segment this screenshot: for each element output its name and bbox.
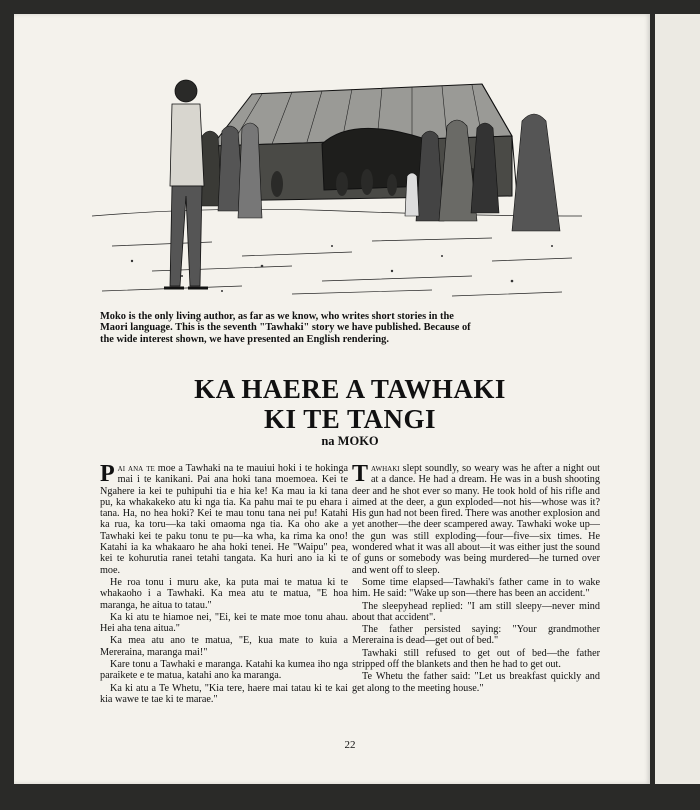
page-number: 22 xyxy=(344,739,356,751)
paragraph: Te Whetu the father said: "Let us breakfast quickly and get along to the meeting house." xyxy=(352,671,600,694)
paragraph: Ka ki atu a Te Whetu, "Kia tere, haere mai tatau ki te kai kia wawe te tae ki te marae." xyxy=(100,682,348,705)
paragraph: The sleepyhead replied: "I am still sleepy—never mind about that accident". xyxy=(352,600,600,623)
drop-cap: T xyxy=(352,461,369,487)
paragraph: Ka ki atu te hiamoe nei, "Ei, kei te mate moe tonu ahau. Hei aha tena aitua." xyxy=(100,611,348,635)
paragraph: The father persisted saying: "Your grandmother Mereraina is dead—get out of bed." xyxy=(352,624,600,647)
paragraph-text: slept soundly, so weary was he after a night out at a dance. He had a dream. He was in a bush shooting deer and he shot ever so many. He took hold of his rifle and aimed at the deer, a gun exploded—not his—whose was it? His gun had not been fired. There was another explosion and yet another—the deer scampered away. Tawhaki woke up—the gun was still exploding—four—five—six times. He wondered what it was all about—it was either just the sound of guns or somebody was being murdered—he turned over and went off to sleep. xyxy=(352,463,600,576)
paragraph: Tawhaki still refused to get out of bed—the father stripped off the blankets and then he had to get out. xyxy=(352,647,600,671)
maori-text-column xyxy=(100,463,348,706)
lead-in: ai ana te xyxy=(117,463,155,474)
title-line-2: KI TE TANGI xyxy=(263,404,437,434)
paragraph-text: moe a Tawhaki na te mauiui hoki i te hokinga mai i te kanikani. Pai ana hoki tana moemoea. Kei te Ngahere ia kei te puhipuhi tia e hia ke! Ka mau ia ki tana pu, ka whakakeko atu ki nga tia. Ka pahu mai te pu ehara i tana. Ha, no hea hoki? Kei te mau tonu tana nei pu! Katahi ka rua, ka toru—ka taki omaoma nga tia. Ka oho ake a Tawhaki kei te paku tonu te pu—ka wha, ka rima ka ono! Katahi ia ka whakaaro he aha hoki tenei. He "Waipu" pea, kei te kohurutia ranei tetahi tangata. Ka huri ano ia ki te moe. xyxy=(100,463,349,576)
paragraph xyxy=(100,463,348,576)
title-line-1: KA HAERE A TAWHAKI xyxy=(194,374,506,404)
paragraph: Some time elapsed—Tawhaki's father came in to wake him. He said: "Wake up son—there has been an accident." xyxy=(352,576,600,600)
paragraph: Kare tonu a Tawhaki e maranga. Katahi ka kumea iho nga paraikete e te matua, katahi ano ka maranga. xyxy=(100,659,348,682)
paragraph: Ka mea atu ano te matua, "E, kua mate to kuia a Mereraina, maranga mai!" xyxy=(100,635,348,658)
meeting-house-crowd-illustration xyxy=(92,66,582,304)
paragraph: He roa tonu i muru ake, ka puta mai te matua ki te whakaoho i a Tawhaki. Ka mea atu te matua, "E hoa maranga, he aitua to tatau." xyxy=(100,576,348,611)
drop-cap: P xyxy=(100,461,115,487)
author-byline: na MOKO xyxy=(321,434,379,448)
paragraph xyxy=(352,463,600,576)
illustration-caption: Moko is the only living author, as far as we know, who writes short stories in the Maori language. This is the seventh "Tawhaki" story we have published. Because of the wide interest shown, we have presented an English rendering. xyxy=(100,311,471,345)
english-text-column xyxy=(352,463,600,695)
lead-in: awhaki xyxy=(371,463,400,474)
facing-page-edge xyxy=(655,14,700,784)
story-title xyxy=(100,374,600,434)
